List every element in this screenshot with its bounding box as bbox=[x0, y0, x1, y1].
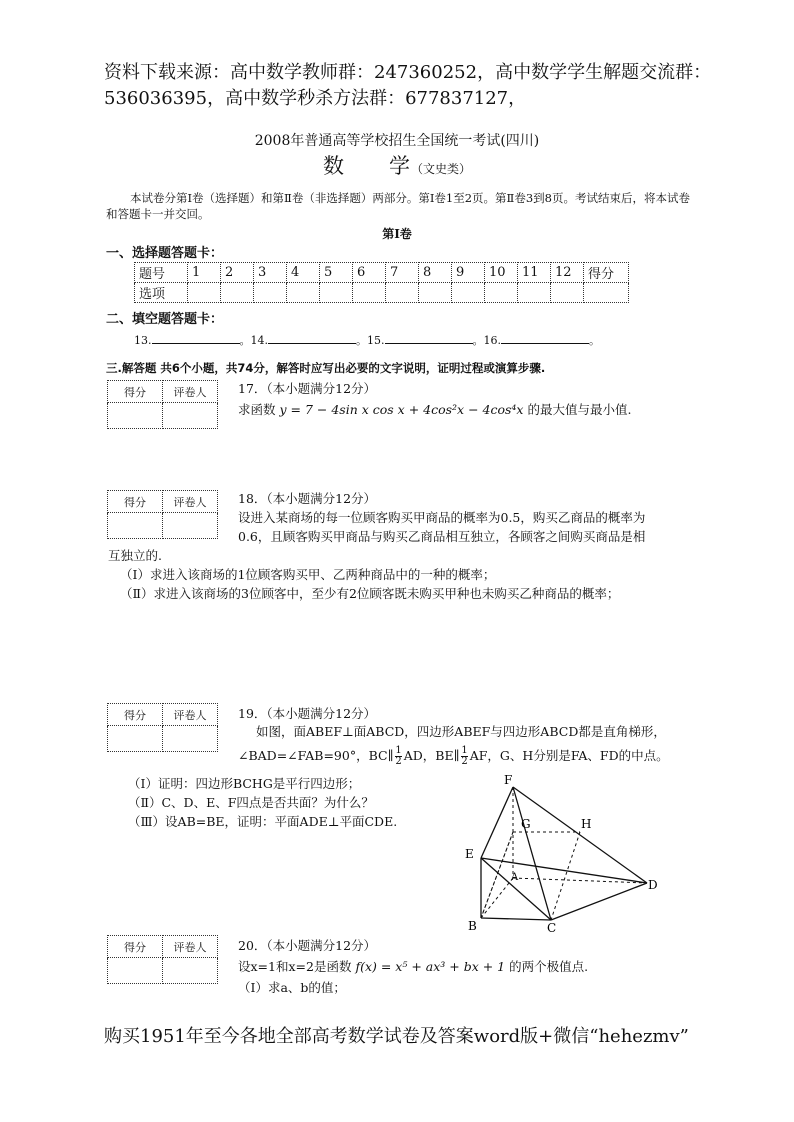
score-box-q17 bbox=[107, 380, 218, 429]
score-cell[interactable] bbox=[584, 283, 629, 303]
subject-note: （文史类） bbox=[410, 162, 471, 176]
q19-sub-2: （Ⅱ）C、D、E、F四点是否共面？为什么？ bbox=[128, 795, 374, 810]
score-cell[interactable] bbox=[108, 403, 163, 429]
question-number: 11 bbox=[518, 263, 551, 283]
fill-blank-line[interactable] bbox=[501, 342, 589, 344]
q18-sub-1: （Ⅰ）求进入该商场的1位顾客购买甲、乙两种商品中的一种的概率； bbox=[120, 567, 496, 582]
source-banner-line-2: 536036395，高中数学秒杀方法群：677837127， bbox=[104, 88, 527, 109]
fraction-numerator: 1 bbox=[461, 745, 468, 756]
edge-fc bbox=[513, 787, 551, 920]
point-label-d: D bbox=[648, 878, 658, 892]
score-cell[interactable] bbox=[108, 726, 163, 752]
fill-blank-line[interactable] bbox=[385, 342, 473, 344]
q20-title: 20．（本小题满分12分） bbox=[238, 938, 377, 953]
q19-paragraph-line-1: 如图，面ABEF⊥面ABCD，四边形ABEF与四边形ABCD都是直角梯形， bbox=[256, 724, 666, 739]
q18-sub-2: （Ⅱ）求进入该商场的3位顾客中，至少有2位顾客既未购买甲种也未购买乙种商品的概率； bbox=[120, 586, 620, 601]
q17-title: 17．（本小题满分12分） bbox=[238, 381, 377, 396]
point-label-e: E bbox=[465, 847, 474, 861]
fraction-half bbox=[461, 746, 467, 767]
score-label: 得分 bbox=[108, 936, 163, 958]
subject-name: 数 学 bbox=[322, 154, 411, 178]
grader-label: 评卷人 bbox=[163, 704, 218, 726]
q19-sub-1: （Ⅰ）证明：四边形BCHG是平行四边形； bbox=[128, 776, 361, 791]
answer-cell[interactable] bbox=[386, 283, 419, 303]
edge-cd bbox=[551, 883, 647, 920]
answer-cell[interactable] bbox=[320, 283, 353, 303]
fill-blank-end: 。 bbox=[589, 334, 600, 347]
q18-paragraph-line-3: 互独立的. bbox=[108, 548, 162, 563]
point-label-g: G bbox=[521, 817, 531, 831]
question-number: 9 bbox=[452, 263, 485, 283]
answer-cell[interactable] bbox=[551, 283, 584, 303]
grader-cell[interactable] bbox=[163, 958, 218, 984]
grader-label: 评卷人 bbox=[163, 491, 218, 513]
answer-cell[interactable] bbox=[353, 283, 386, 303]
grader-cell[interactable] bbox=[163, 726, 218, 752]
q18-title: 18．（本小题满分12分） bbox=[238, 491, 377, 506]
q17-text-post: 的最大值与最小值. bbox=[523, 402, 632, 417]
q17-text-pre: 求函数 bbox=[238, 402, 280, 417]
choice-answer-table bbox=[134, 262, 629, 303]
grader-label: 评卷人 bbox=[163, 936, 218, 958]
question-number: 2 bbox=[221, 263, 254, 283]
point-label-h: H bbox=[581, 817, 592, 831]
answer-cell[interactable] bbox=[485, 283, 518, 303]
fill-blank-end: 。 bbox=[472, 334, 484, 347]
fraction-half bbox=[395, 746, 401, 767]
question-number: 12 bbox=[551, 263, 584, 283]
fill-blank-line[interactable] bbox=[268, 342, 356, 344]
q19-geometry-figure bbox=[455, 770, 670, 935]
edge-bc bbox=[481, 918, 551, 920]
subject-title bbox=[0, 150, 794, 180]
score-label: 得分 bbox=[108, 704, 163, 726]
fill-blank-end: 。 bbox=[239, 334, 251, 347]
fill-blank-row bbox=[134, 332, 600, 348]
point-label-b: B bbox=[468, 919, 477, 933]
answer-cell[interactable] bbox=[518, 283, 551, 303]
score-box-q18 bbox=[107, 490, 218, 539]
fill-blank-number: 13. bbox=[134, 334, 152, 347]
score-box-q19 bbox=[107, 703, 218, 752]
fill-blank-end: 。 bbox=[356, 334, 367, 347]
question-number: 3 bbox=[254, 263, 287, 283]
answer-cell[interactable] bbox=[419, 283, 452, 303]
edge-ba bbox=[481, 878, 513, 918]
score-label: 得分 bbox=[108, 381, 163, 403]
point-label-a: A bbox=[511, 872, 519, 883]
point-label-c: C bbox=[547, 921, 557, 935]
q19-title: 19．（本小题满分12分） bbox=[238, 706, 377, 721]
q17-formula: y = 7 − 4sin x cos x + 4cos²x − 4cos⁴x bbox=[279, 402, 524, 417]
section-2-label: 二、填空题答题卡： bbox=[106, 312, 224, 327]
question-number: 10 bbox=[485, 263, 518, 283]
question-number: 4 bbox=[287, 263, 320, 283]
q20-text-post: 的两个极值点. bbox=[505, 959, 589, 974]
score-label: 得分 bbox=[108, 491, 163, 513]
answer-cell[interactable] bbox=[254, 283, 287, 303]
fraction-numerator: 1 bbox=[395, 745, 402, 756]
edge-hc bbox=[551, 832, 580, 920]
point-label-f: F bbox=[504, 773, 513, 787]
answer-cell[interactable] bbox=[188, 283, 221, 303]
fill-blank-number: 15. bbox=[367, 334, 385, 347]
edge-fd bbox=[513, 787, 647, 883]
q20-text bbox=[238, 957, 588, 976]
section-1-label: 一、选择题答题卡： bbox=[106, 246, 224, 261]
part-one-heading: 第Ⅰ卷 bbox=[382, 227, 412, 241]
fraction-denominator: 2 bbox=[461, 756, 468, 767]
q19-condition-a: ∠BAD=∠FAB=90°，BC∥ bbox=[238, 748, 394, 763]
fill-blank-number: 16. bbox=[483, 334, 501, 347]
answer-cell[interactable] bbox=[287, 283, 320, 303]
q18-paragraph-line-2: 0.6，且顾客购买甲商品与购买乙商品相互独立，各顾客之间购买商品是相 bbox=[238, 529, 646, 544]
question-number: 6 bbox=[353, 263, 386, 283]
fill-blank-line[interactable] bbox=[152, 342, 240, 344]
section-3-note: 三.解答题 共6个小题，共74分，解答时应写出必要的文字说明，证明过程或演算步骤. bbox=[106, 361, 546, 375]
purchase-footer: 购买1951年至今各地全部高考数学试卷及答案word版+微信“hehezmv” bbox=[104, 1026, 689, 1047]
q19-paragraph-line-2 bbox=[238, 746, 669, 767]
question-number: 5 bbox=[320, 263, 353, 283]
source-banner-line-1: 资料下载来源：高中数学教师群：247360252，高中数学学生解题交流群： bbox=[104, 62, 712, 83]
question-number: 8 bbox=[419, 263, 452, 283]
q19-condition-c: AF，G、H分别是FA、FD的中点。 bbox=[469, 748, 669, 763]
score-box-q20 bbox=[107, 935, 218, 984]
answer-table-head-number: 题号 bbox=[135, 263, 188, 283]
grader-cell[interactable] bbox=[163, 403, 218, 429]
edge-fe bbox=[481, 787, 513, 858]
exam-instructions: 本试卷分第Ⅰ卷（选择题）和第Ⅱ卷（非选择题）两部分。第Ⅰ卷1至2页。第Ⅱ卷3到8页。考试结束后，将本试卷和答题卡一并交回。 bbox=[106, 191, 690, 221]
q17-text bbox=[238, 400, 631, 419]
fraction-denominator: 2 bbox=[395, 756, 402, 767]
q20-sub-1: （Ⅰ）求a、b的值； bbox=[238, 980, 346, 995]
answer-cell[interactable] bbox=[452, 283, 485, 303]
grader-cell[interactable] bbox=[163, 513, 218, 539]
q18-paragraph-line-1: 设进入某商场的每一位顾客购买甲商品的概率为0.5，购买乙商品的概率为 bbox=[238, 510, 646, 525]
answer-table-head-score: 得分 bbox=[584, 263, 629, 283]
q20-text-pre: 设x=1和x=2是函数 bbox=[238, 959, 356, 974]
answer-cell[interactable] bbox=[221, 283, 254, 303]
grader-label: 评卷人 bbox=[163, 381, 218, 403]
q19-sub-3: （Ⅲ）设AB=BE，证明：平面ADE⊥平面CDE. bbox=[128, 814, 398, 829]
question-number: 7 bbox=[386, 263, 419, 283]
q20-formula: f(x) = x⁵ + ax³ + bx + 1 bbox=[355, 959, 506, 974]
q19-condition-b: AD，BE∥ bbox=[403, 748, 460, 763]
score-cell[interactable] bbox=[108, 513, 163, 539]
question-number: 1 bbox=[188, 263, 221, 283]
exam-title: 2008年普通高等学校招生全国统一考试(四川) bbox=[254, 133, 540, 149]
fill-blank-number: 14. bbox=[250, 334, 268, 347]
answer-table-head-option: 选项 bbox=[135, 283, 188, 303]
score-cell[interactable] bbox=[108, 958, 163, 984]
